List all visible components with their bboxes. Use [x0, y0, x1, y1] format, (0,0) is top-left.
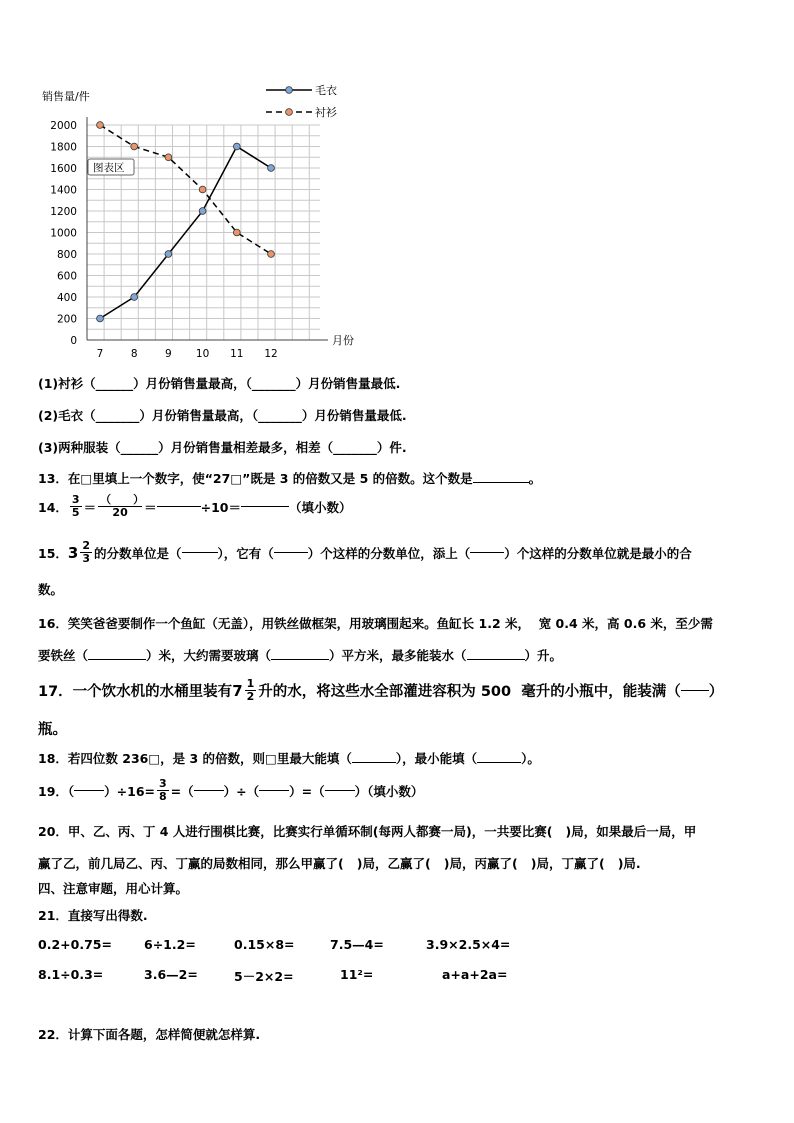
- calc-item: 8.1÷0.3=: [38, 967, 104, 982]
- chart-legend: [266, 84, 337, 119]
- q12-p2-blank2[interactable]: _______: [258, 408, 302, 423]
- data-point-sweater: [268, 165, 275, 172]
- y-tick-label: 1600: [50, 163, 77, 175]
- calc-item: 7.5—4=: [330, 937, 384, 952]
- q14-blank-decimal[interactable]: [241, 506, 289, 507]
- q12-p1-blank1[interactable]: ______: [95, 376, 134, 391]
- q19-blank-3[interactable]: [259, 790, 289, 791]
- data-point-shirt: [165, 154, 172, 161]
- question-15: 15． 3 $\frac{2}{3}$ 的分数单位是（ ），它有（ ）个这样的分数单位，添上（ ）个这样的分数单位就是最小的合: [38, 539, 692, 565]
- q12-p3-blank2[interactable]: _______: [333, 440, 377, 455]
- q14-blank-dividend[interactable]: [157, 506, 201, 507]
- data-point-shirt: [199, 186, 206, 193]
- q16-blank-water[interactable]: [467, 659, 525, 660]
- legend-marker: [286, 87, 293, 94]
- q12-p2-blank1[interactable]: _______: [95, 408, 140, 423]
- y-axis-label: 销售量/件: [42, 90, 90, 103]
- data-point-sweater: [97, 315, 104, 322]
- y-tick-label: 0: [70, 335, 77, 347]
- calc-item: 11²=: [340, 967, 374, 982]
- q15-blank-count[interactable]: [274, 552, 308, 553]
- y-tick-label: 1800: [50, 141, 77, 154]
- q12-p1-blank2[interactable]: _______: [251, 376, 296, 391]
- q17-mixed-number: 7 $\frac{1}{2}$: [232, 677, 255, 703]
- question-17: 17．一个饮水机的水桶里装有 7 $\frac{1}{2}$ 升的水，将这些水全部灌进容积为 500 毫升的小瓶中，能装满（ ）: [38, 677, 724, 703]
- q12-part3: (3)两种服装（______）月份销售量相差最多，相差（_______）件.: [38, 440, 407, 455]
- q16-blank-wire[interactable]: [88, 659, 146, 660]
- legend-label: 毛衣: [315, 84, 337, 97]
- q13-answer-blank[interactable]: [473, 482, 529, 483]
- question-16-line2: 要铁丝（ ）米，大约需要玻璃（ ）平方米，最多能装水（ ）升。: [38, 648, 563, 663]
- x-tick-label: 7: [96, 348, 104, 360]
- x-axis-label: 月份: [332, 334, 354, 347]
- calc-item: 0.15×8=: [234, 937, 295, 952]
- calc-item: a+a+2a=: [442, 967, 508, 982]
- question-17-cont: 瓶。: [38, 722, 67, 738]
- q19-blank-2[interactable]: [194, 790, 224, 791]
- data-point-sweater: [131, 294, 138, 301]
- y-tick-label: 1000: [50, 227, 77, 240]
- y-tick-label: 600: [56, 270, 77, 283]
- y-tick-label: 1200: [50, 206, 77, 218]
- data-point-shirt: [131, 143, 138, 150]
- sales-line-chart: [30, 75, 390, 365]
- y-tick-label: 2000: [50, 120, 77, 132]
- y-tick-label: 400: [56, 292, 77, 304]
- section-4-heading: 四、注意审题，用心计算。: [38, 881, 189, 896]
- data-point-shirt: [268, 251, 275, 258]
- q15-mixed-number: 3 $\frac{2}{3}$: [67, 539, 90, 565]
- q14-fraction-3-5: $\frac{3}{5}$: [71, 493, 80, 519]
- chart-grid: [87, 125, 320, 340]
- q19-blank-4[interactable]: [325, 790, 355, 791]
- data-point-sweater: [233, 143, 240, 150]
- q12-p3-blank1[interactable]: ______: [120, 440, 159, 455]
- calc-item: 3.6—2=: [144, 967, 198, 982]
- question-18: 18．若四位数 236□，是 3 的倍数，则□里最大能填（ ），最小能填（ ）。: [38, 751, 540, 766]
- x-tick-label: 12: [264, 348, 278, 360]
- q12-part2: (2)毛衣（_______）月份销售量最高，（_______）月份销售量最低.: [38, 408, 407, 423]
- data-point-sweater: [199, 208, 206, 215]
- question-14: 14． $\frac{3}{5}$ ＝ $\frac{( )}{20}$ ＝ ÷10＝ （填小数）: [38, 493, 352, 519]
- data-point-shirt: [233, 229, 240, 236]
- question-22: 22．计算下面各题，怎样简便就怎样算.: [38, 1027, 261, 1042]
- question-13: 13．在□里填上一个数字，使“27□”既是 3 的倍数又是 5 的倍数。这个数是 。: [38, 471, 542, 486]
- q16-blank-glass[interactable]: [271, 659, 329, 660]
- x-tick-label: 11: [230, 348, 244, 360]
- x-tick-label: 9: [165, 348, 172, 360]
- q15-blank-add[interactable]: [470, 552, 504, 553]
- chart-area-label: 图表区: [93, 162, 125, 174]
- y-tick-label: 200: [56, 313, 77, 326]
- y-tick-label: 800: [56, 249, 77, 261]
- question-21-title: 21．直接写出得数.: [38, 908, 148, 923]
- q15-blank-unit[interactable]: [182, 552, 218, 553]
- data-point-sweater: [165, 251, 172, 258]
- question-19: 19．（ ）÷16= $\frac{3}{8}$ =（ ）÷（ ）=（ ）（填小数）: [38, 777, 424, 803]
- calc-item: 0.2+0.75=: [38, 937, 112, 952]
- chart-area-tooltip: [88, 159, 134, 175]
- data-point-shirt: [97, 122, 104, 129]
- q14-fraction-blank-20[interactable]: $\frac{( )}{20}$: [100, 493, 145, 519]
- x-tick-label: 8: [130, 348, 138, 360]
- q18-blank-max[interactable]: [352, 762, 396, 763]
- q18-blank-min[interactable]: [477, 762, 521, 763]
- question-16-line1: 16．笑笑爸爸要制作一个鱼缸（无盖），用铁丝做框架，用玻璃围起来。鱼缸长 1.2 米， 宽 0.4 米，高 0.6 米，至少需: [38, 616, 713, 631]
- legend-label: 衬衫: [315, 106, 337, 119]
- calc-item: 3.9×2.5×4=: [426, 937, 511, 952]
- q12-part1: (1)衬衫（______）月份销售量最高，（_______）月份销售量最低.: [38, 376, 401, 391]
- x-tick-label: 10: [195, 348, 210, 360]
- legend-marker: [286, 109, 293, 116]
- question-20-line2: 赢了乙，前几局乙、丙、丁赢的局数相同，那么甲赢了( )局，乙赢了( )局，丙赢了( )局，丁赢了( )局.: [38, 856, 641, 871]
- question-20-line1: 20．甲、乙、丙、丁 4 人进行围棋比赛，比赛实行单循环制(每两人都赛一局)，一共要比赛( )局，如果最后一局，甲: [38, 824, 697, 839]
- question-15-cont: 数。: [38, 582, 64, 597]
- calc-item: 6÷1.2=: [144, 937, 196, 952]
- q17-blank-bottles[interactable]: [681, 690, 709, 691]
- q19-blank-1[interactable]: [74, 790, 104, 791]
- calc-item: 5－2×2=: [234, 969, 294, 984]
- q19-fraction-3-8: $\frac{3}{8}$: [159, 777, 167, 803]
- y-tick-label: 1400: [50, 184, 77, 197]
